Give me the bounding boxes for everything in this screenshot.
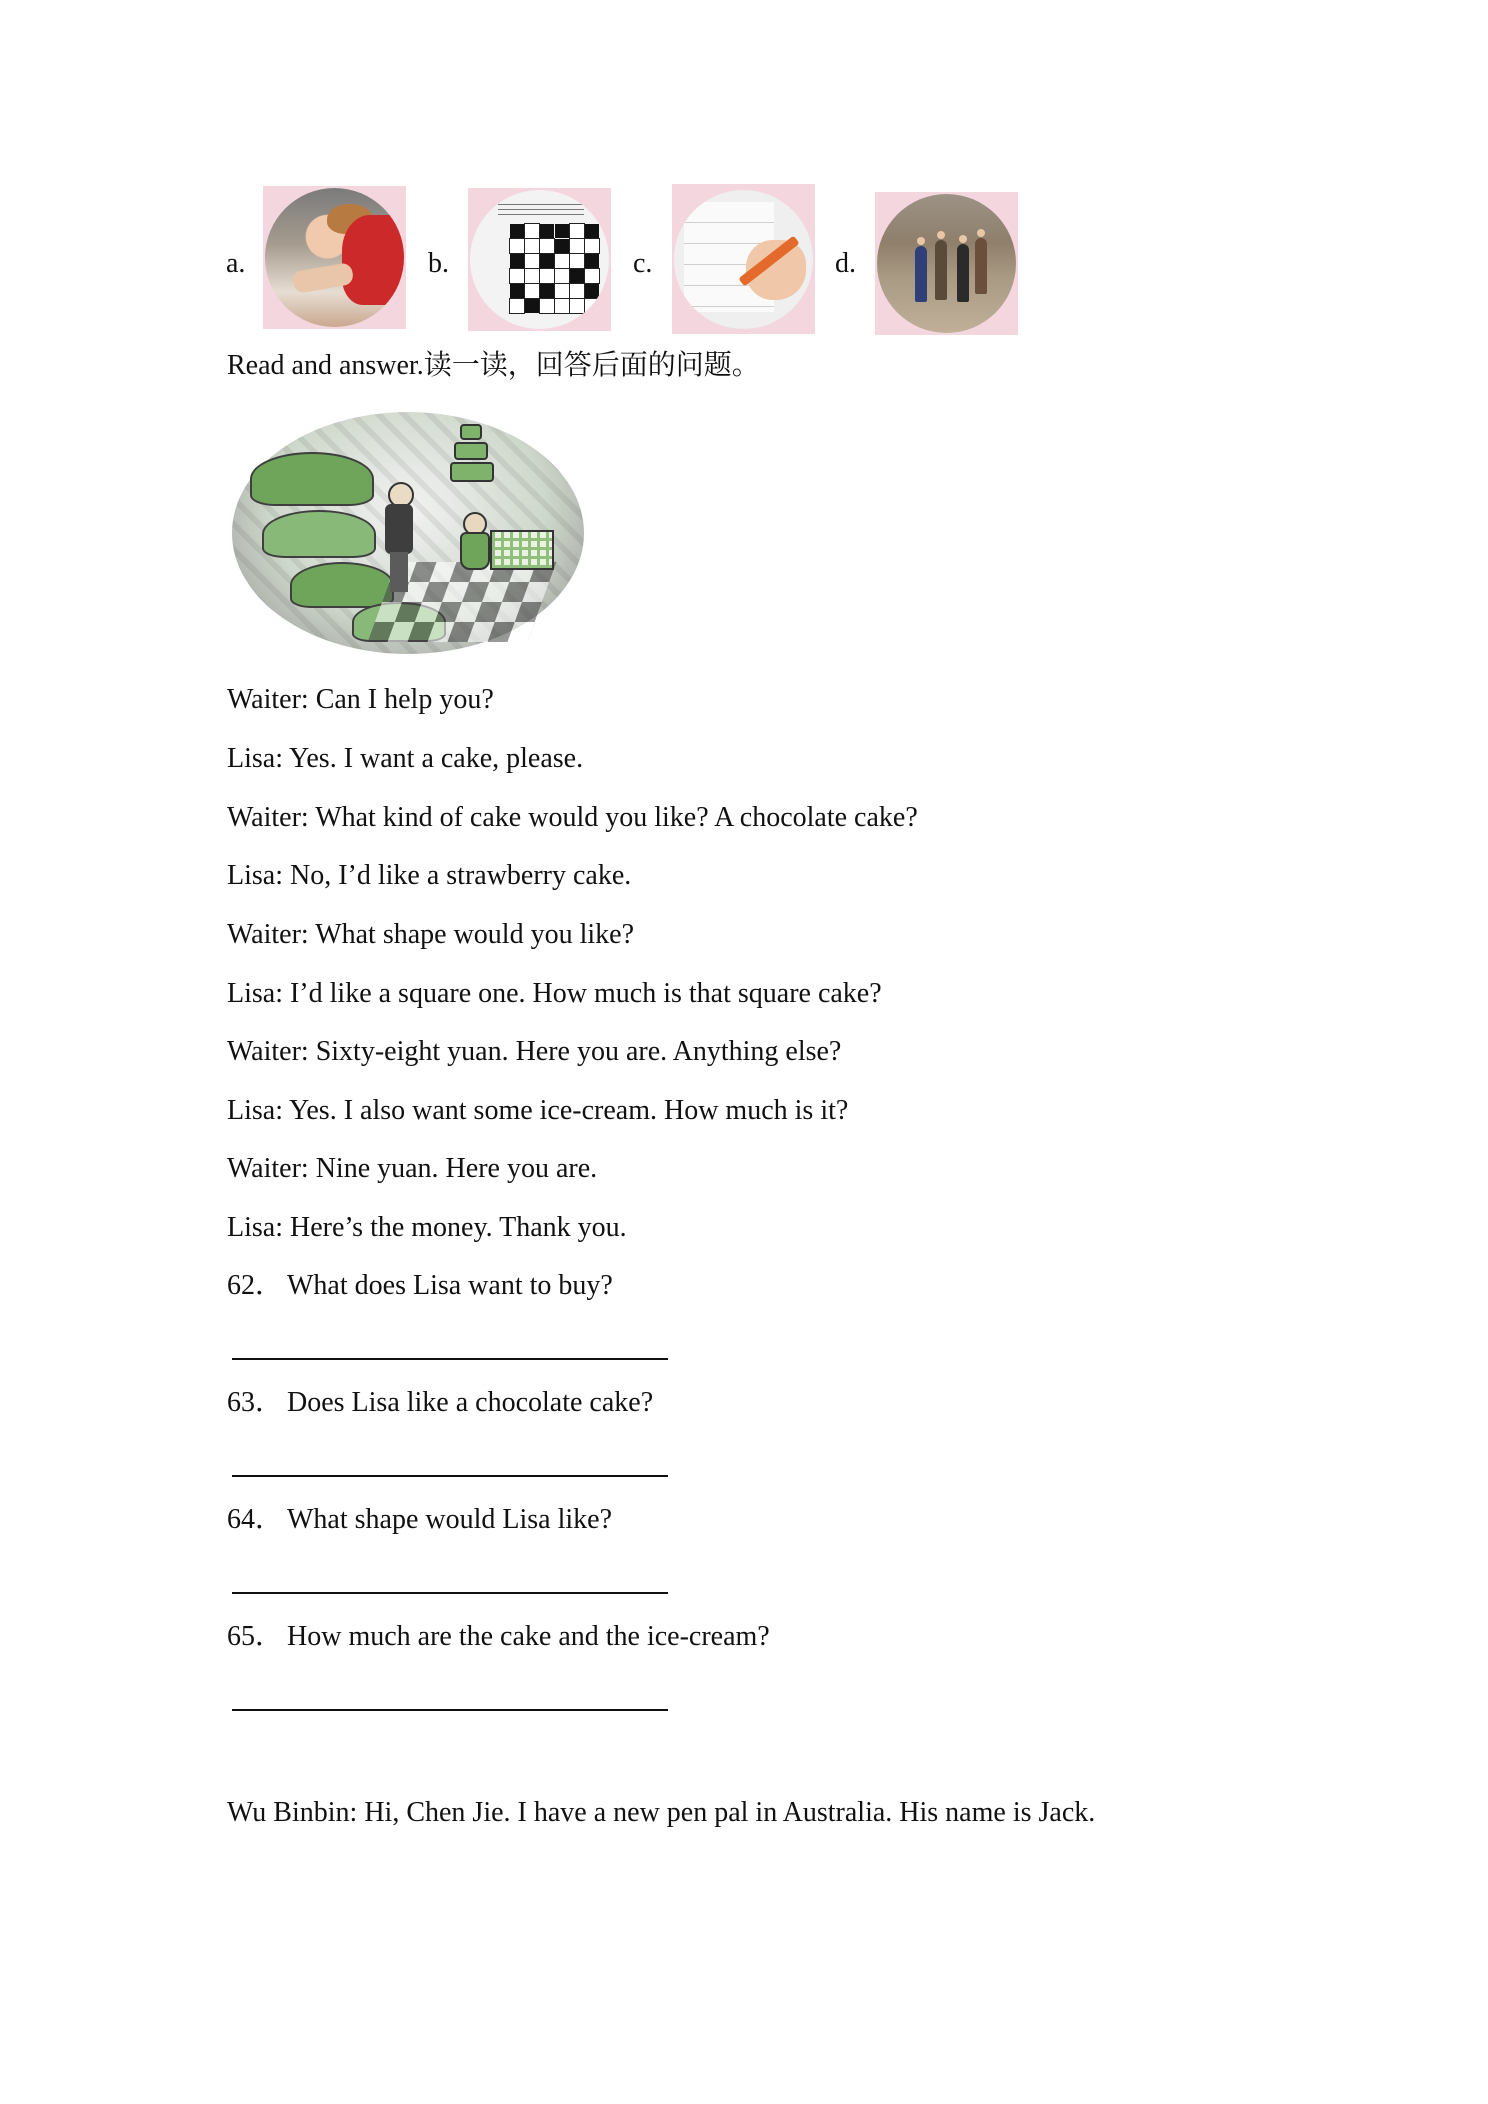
question-number: 63． — [227, 1387, 284, 1418]
question-text: What does Lisa want to buy? — [287, 1270, 613, 1301]
dialogue-line: Lisa: No, I’d like a strawberry cake. — [227, 860, 632, 891]
next-passage-line: Wu Binbin: Hi, Chen Jie. I have a new pen pal in Australia. His name is Jack. — [227, 1797, 1096, 1828]
answer-line-62[interactable] — [232, 1358, 668, 1360]
option-image-d — [875, 192, 1018, 335]
question-number: 65． — [227, 1621, 284, 1652]
question-text: Does Lisa like a chocolate cake? — [287, 1387, 654, 1418]
question-text: What shape would Lisa like? — [287, 1504, 613, 1535]
answer-line-64[interactable] — [232, 1592, 668, 1594]
dialogue-line: Lisa: Here’s the money. Thank you. — [227, 1212, 627, 1243]
option-label-d: d. — [835, 248, 856, 279]
option-label-a: a. — [226, 248, 246, 279]
option-image-b — [468, 188, 611, 331]
dialogue-line: Lisa: Yes. I also want some ice-cream. How much is it? — [227, 1095, 849, 1126]
section-heading: Read and answer.读一读，回答后面的问题。 — [227, 350, 760, 381]
dialogue-line: Waiter: Sixty-eight yuan. Here you are. Anything else? — [227, 1036, 842, 1067]
dialogue-line: Waiter: Nine yuan. Here you are. — [227, 1153, 598, 1184]
dialogue-line: Waiter: Can I help you? — [227, 684, 494, 715]
option-label-c: c. — [633, 248, 653, 279]
option-image-c — [672, 184, 815, 334]
dialogue-line: Lisa: Yes. I want a cake, please. — [227, 743, 584, 774]
answer-line-65[interactable] — [232, 1709, 668, 1711]
dialogue-line: Waiter: What shape would you like? — [227, 919, 634, 950]
option-label-b: b. — [428, 248, 449, 279]
dialogue-line: Lisa: I’d like a square one. How much is that square cake? — [227, 978, 882, 1009]
cake-shop-illustration — [232, 412, 584, 654]
option-image-a — [263, 186, 406, 329]
question-text: How much are the cake and the ice-cream? — [287, 1621, 770, 1652]
answer-line-63[interactable] — [232, 1475, 668, 1477]
question-number: 62． — [227, 1270, 284, 1301]
dialogue-line: Waiter: What kind of cake would you like? A chocolate cake? — [227, 802, 918, 833]
question-number: 64． — [227, 1504, 284, 1535]
